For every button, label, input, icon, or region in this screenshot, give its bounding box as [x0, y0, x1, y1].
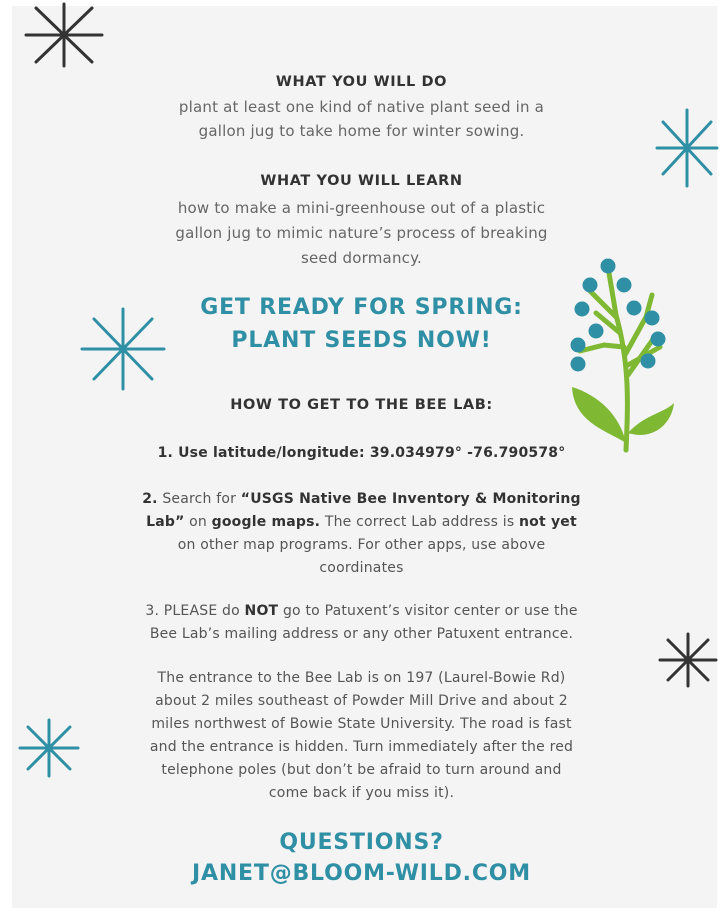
tagline-line: PLANT SEEDS NOW!: [231, 328, 492, 353]
entrance-line: The entrance to the Bee Lab is on 197 (Laurel-Bowie Rd): [157, 670, 566, 686]
what-you-will-do-line: gallon jug to take home for winter sowing.: [198, 122, 525, 140]
starburst-icon: [24, 2, 104, 68]
entrance-line: telephone poles (but don’t be afraid to turn around and: [161, 762, 562, 778]
directions-heading: HOW TO GET TO THE BEE LAB:: [230, 397, 493, 413]
step-2-lab-name: “USGS Native Bee Inventory & Monitoring: [240, 491, 581, 507]
what-you-will-learn-line: seed dormancy.: [300, 249, 423, 267]
step-2-text: The correct Lab address is: [320, 514, 520, 530]
step-2-line: coordinates: [319, 560, 404, 576]
questions-heading: QUESTIONS?: [279, 830, 444, 855]
what-you-will-learn-line: gallon jug to mimic nature’s process of breaking: [175, 224, 548, 242]
step-3-not: NOT: [244, 603, 279, 619]
step-3-line: Bee Lab’s mailing address or any other Patuxent entrance.: [149, 626, 574, 642]
contact-email[interactable]: JANET@BLOOM-WILD.COM: [192, 861, 531, 886]
what-you-will-learn-line: how to make a mini-greenhouse out of a plastic: [177, 199, 546, 217]
entrance-line: come back if you miss it).: [268, 785, 455, 801]
step-3-text: go to Patuxent’s visitor center or use the: [278, 603, 578, 619]
tagline-line: GET READY FOR SPRING:: [200, 295, 523, 320]
step-2-google-maps: google maps.: [211, 514, 321, 530]
what-you-will-learn-heading: WHAT YOU WILL LEARN: [260, 173, 463, 189]
step-2-line: on other map programs. For other apps, use above: [177, 537, 546, 553]
step-3-line: [0, 600, 723, 623]
step-2-text: on: [184, 514, 212, 530]
step-2-lab-name-end: Lab”: [146, 514, 185, 530]
entrance-line: miles northwest of Bowie State University. The road is fast: [151, 716, 572, 732]
step-1-coordinates: 1. Use latitude/longitude: 39.034979° -76.790578°: [157, 445, 566, 461]
what-you-will-do-line: plant at least one kind of native plant seed in a: [178, 98, 545, 116]
entrance-line: about 2 miles southeast of Powder Mill Drive and about 2: [155, 693, 568, 709]
step-2-not-yet: not yet: [519, 514, 577, 530]
entrance-line: and the entrance is hidden. Turn immediately after the red: [149, 739, 574, 755]
step-2-line: [0, 488, 723, 511]
step-2-text: Search for: [157, 491, 241, 507]
step-2-line: [0, 511, 723, 534]
what-you-will-do-heading: WHAT YOU WILL DO: [275, 74, 448, 90]
step-2-number: 2.: [142, 491, 158, 507]
step-3-text: 3. PLEASE do: [145, 603, 245, 619]
